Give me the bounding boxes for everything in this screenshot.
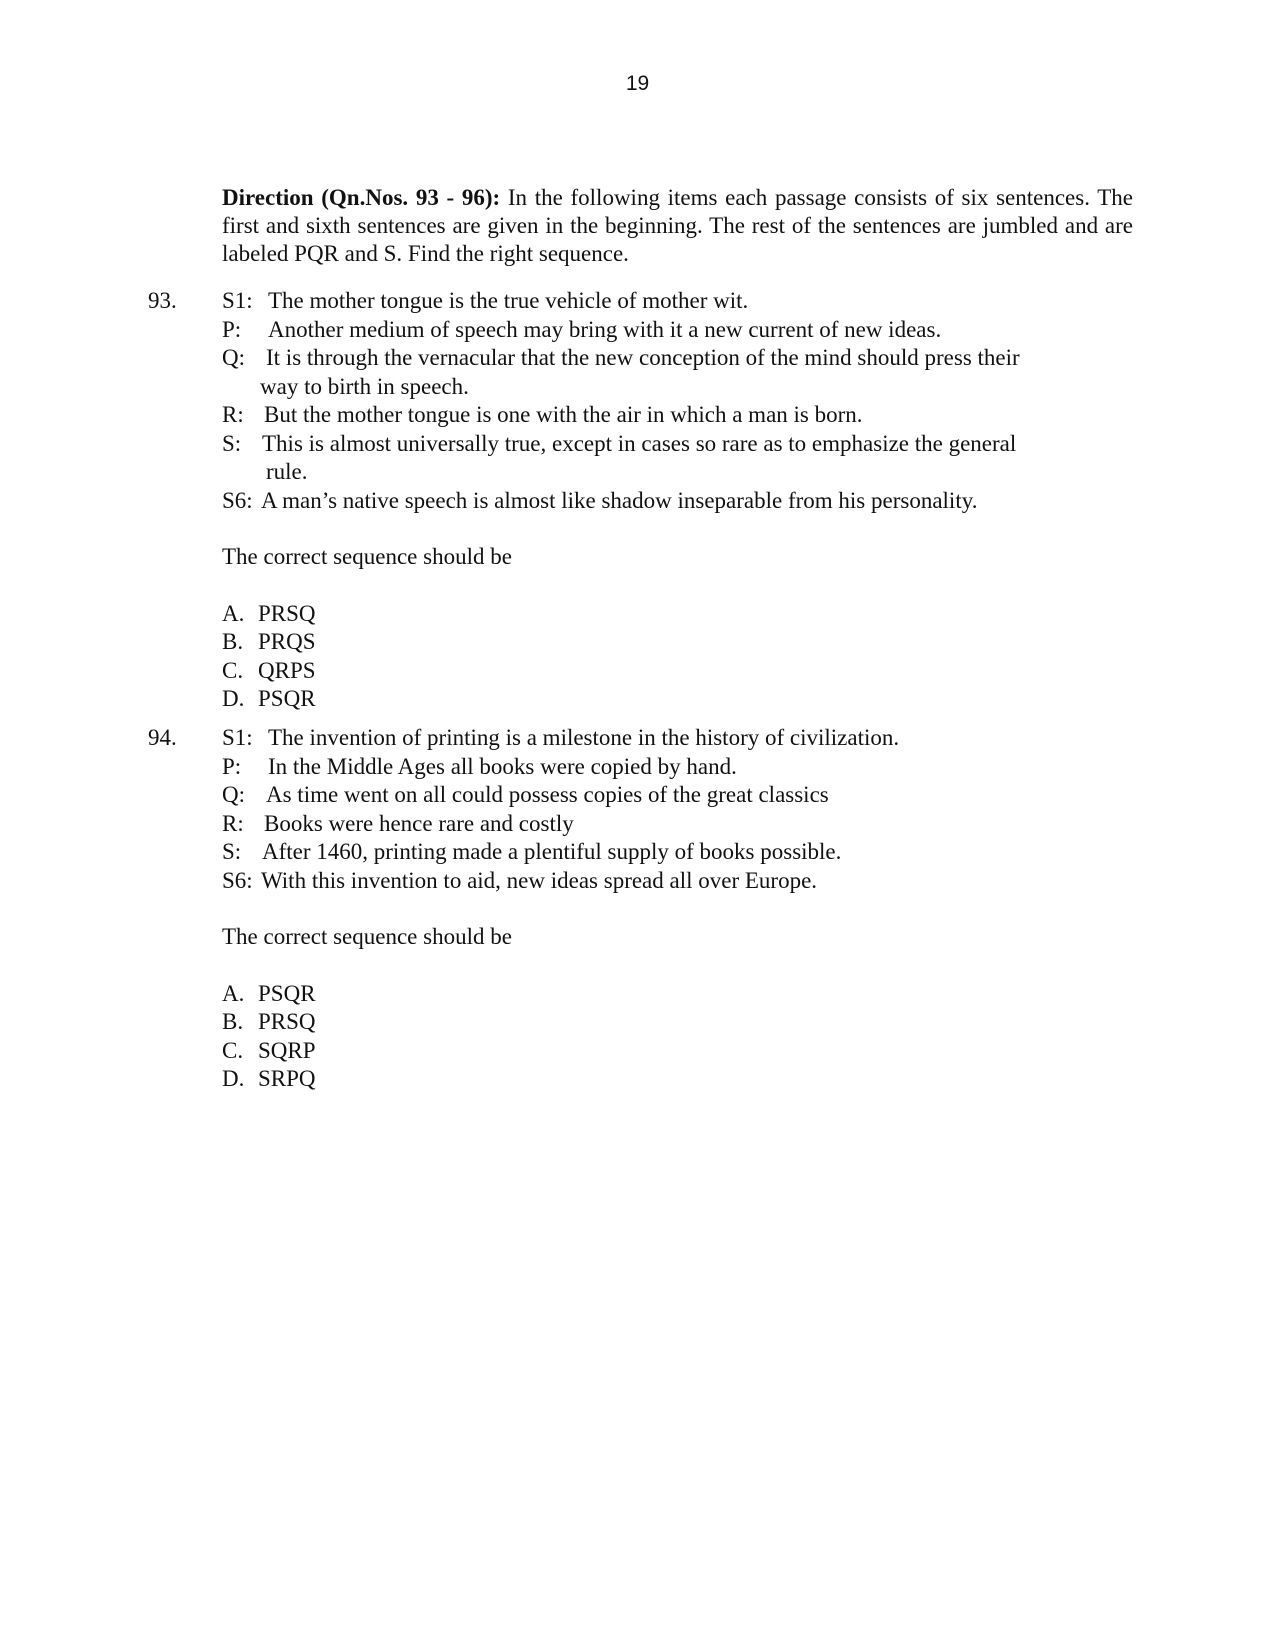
sentence-s6 — [222, 487, 1133, 516]
option-text: PSQR — [258, 980, 316, 1006]
sentence-text: Books were hence rare and costly — [264, 810, 574, 836]
sentence-label: R: — [222, 810, 244, 836]
sentence-label: S: — [222, 430, 242, 456]
question-number: 94. — [148, 725, 177, 750]
sentence-text: It is through the vernacular that the new conception of the mind should press their — [266, 345, 1020, 370]
sentence-s — [222, 430, 1133, 459]
sentence-p — [222, 316, 1133, 345]
option-label: D. — [222, 1066, 245, 1091]
option-a[interactable] — [222, 980, 1133, 1009]
page-number: 19 — [625, 72, 650, 95]
sentence-text: With this invention to aid, new ideas spread all over Europe. — [261, 867, 818, 893]
direction-paragraph — [222, 184, 1133, 268]
sentence-r — [222, 401, 1133, 430]
sentence-text: After 1460, printing made a plentiful supply of books possible. — [262, 839, 842, 864]
direction-label: Direction (Qn.Nos. 93 - 96): — [222, 185, 501, 210]
sentence-label: S6: — [222, 487, 253, 513]
sequence-prompt: The correct sequence should be — [222, 924, 512, 949]
sentence-label: P: — [222, 316, 242, 342]
sentence-s1 — [222, 287, 1133, 316]
answer-options — [222, 600, 1133, 714]
sentence-s — [222, 838, 1133, 867]
option-text: PRSQ — [258, 1009, 316, 1034]
option-text: PRSQ — [258, 600, 316, 626]
direction-text: In the following items each passage consists of six sentences. The first and sixth sentences are given in the beginning. The rest of the sentences are jumbled and are labeled PQR and S. Find the right sequence. — [222, 185, 1133, 266]
option-label: C. — [222, 657, 244, 683]
sentence-text: As time went on all could possess copies of the great classics — [266, 782, 829, 807]
question-body — [222, 287, 1133, 714]
option-label: D. — [222, 686, 245, 711]
option-text: SQRP — [258, 1037, 316, 1063]
option-label: A. — [222, 980, 245, 1006]
option-b[interactable] — [222, 1008, 1133, 1037]
question-number: 93. — [148, 288, 177, 313]
sentence-text: Another medium of speech may bring with it a new current of new ideas. — [268, 316, 942, 342]
sentence-r — [222, 810, 1133, 839]
sentence-s6 — [222, 867, 1133, 896]
sentence-label: Q: — [222, 782, 245, 807]
sentence-text: In the Middle Ages all books were copied by hand. — [268, 753, 737, 779]
option-text: QRPS — [258, 657, 316, 683]
option-label: B. — [222, 629, 244, 654]
sentence-label: S: — [222, 839, 242, 864]
sentence-s1 — [222, 724, 1133, 753]
sentence-text: The invention of printing is a milestone in the history of civilization. — [268, 725, 900, 750]
answer-options — [222, 980, 1133, 1094]
sentence-continuation: way to birth in speech. — [260, 373, 469, 399]
option-label: A. — [222, 600, 245, 626]
sentence-label: R: — [222, 402, 244, 427]
sentence-text: A man’s native speech is almost like shadow inseparable from his personality. — [261, 487, 978, 513]
option-d[interactable] — [222, 685, 1133, 714]
sentence-label: Q: — [222, 345, 245, 370]
sentence-label: S1: — [222, 725, 253, 750]
option-label: C. — [222, 1037, 244, 1063]
option-text: PSQR — [258, 686, 316, 711]
sequence-prompt: The correct sequence should be — [222, 544, 512, 569]
sentence-text: The mother tongue is the true vehicle of mother wit. — [268, 288, 749, 313]
sentence-label: S1: — [222, 288, 253, 313]
option-text: SRPQ — [258, 1066, 316, 1091]
sentence-q — [222, 344, 1133, 373]
sentence-text: But the mother tongue is one with the air in which a man is born. — [264, 402, 863, 427]
question-body — [222, 724, 1133, 1094]
sentence-text: This is almost universally true, except in cases so rare as to emphasize the general — [262, 430, 1017, 456]
option-d[interactable] — [222, 1065, 1133, 1094]
sentence-label: S6: — [222, 867, 253, 893]
option-a[interactable] — [222, 600, 1133, 629]
option-c[interactable] — [222, 657, 1133, 686]
sentence-q — [222, 781, 1133, 810]
option-b[interactable] — [222, 628, 1133, 657]
option-label: B. — [222, 1009, 244, 1034]
sentence-label: P: — [222, 753, 242, 779]
sentence-continuation: rule. — [266, 459, 308, 484]
sentence-p — [222, 753, 1133, 782]
option-text: PRQS — [258, 629, 316, 654]
option-c[interactable] — [222, 1037, 1133, 1066]
